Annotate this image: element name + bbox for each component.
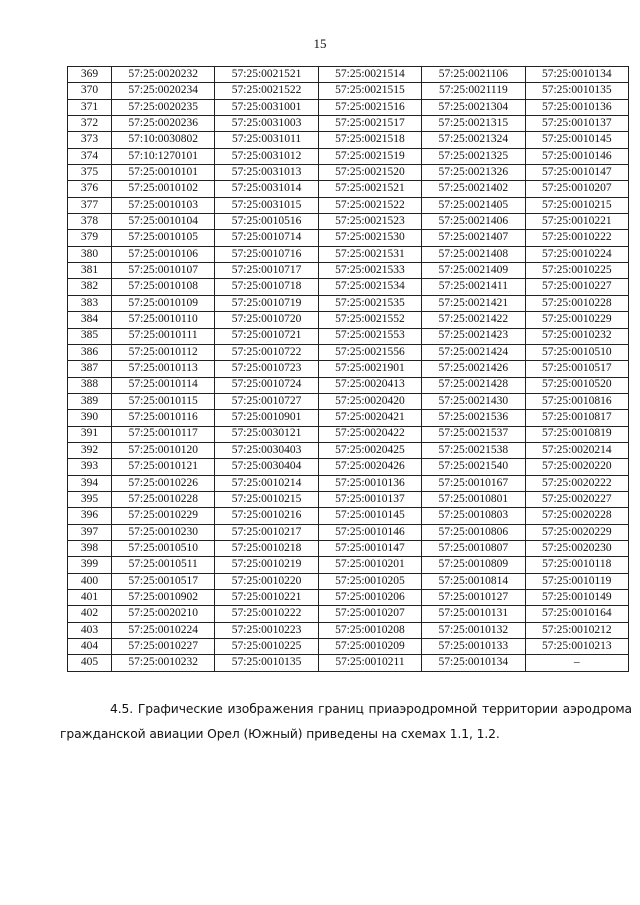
cadastral-number-cell: 57:25:0031001 [215, 99, 318, 115]
cadastral-number-cell: 57:25:0010226 [112, 475, 215, 491]
row-number-cell: 394 [68, 475, 112, 491]
cadastral-number-cell: 57:25:0010224 [525, 246, 628, 262]
cadastral-number-cell: 57:25:0010229 [525, 312, 628, 328]
row-number-cell: 393 [68, 459, 112, 475]
cadastral-number-cell: 57:25:0010717 [215, 263, 318, 279]
cadastral-number-cell: 57:25:0031003 [215, 116, 318, 132]
table-row [68, 590, 629, 606]
table-row [68, 475, 629, 491]
table-row [68, 655, 629, 671]
cadastral-number-cell: 57:25:0010227 [112, 639, 215, 655]
table-row [68, 393, 629, 409]
cadastral-number-cell: 57:25:0010134 [525, 67, 628, 83]
row-number-cell: 375 [68, 165, 112, 181]
cadastral-number-cell: 57:25:0021535 [318, 295, 421, 311]
table-row [68, 508, 629, 524]
cadastral-number-cell: 57:25:0031011 [215, 132, 318, 148]
table-row [68, 622, 629, 638]
cadastral-number-cell: 57:25:0021901 [318, 361, 421, 377]
cadastral-number-cell: 57:25:0021422 [422, 312, 525, 328]
cadastral-number-cell: 57:25:0021537 [422, 426, 525, 442]
cadastral-number-cell: 57:25:0010219 [215, 557, 318, 573]
cadastral-number-cell: 57:25:0010215 [525, 197, 628, 213]
row-number-cell: 379 [68, 230, 112, 246]
cadastral-number-cell: 57:25:0010224 [112, 622, 215, 638]
cadastral-number-cell: 57:25:0010137 [525, 116, 628, 132]
cadastral-number-cell: 57:25:0020222 [525, 475, 628, 491]
cadastral-number-cell: 57:25:0010819 [525, 426, 628, 442]
cadastral-number-cell: 57:25:0010109 [112, 295, 215, 311]
cadastral-number-cell: 57:25:0010214 [215, 475, 318, 491]
cadastral-number-cell: 57:25:0021421 [422, 295, 525, 311]
cadastral-number-cell: 57:25:0010119 [525, 573, 628, 589]
row-number-cell: 376 [68, 181, 112, 197]
cadastral-number-cell: 57:25:0021531 [318, 246, 421, 262]
cadastral-number-cell: 57:25:0030403 [215, 442, 318, 458]
row-number-cell: 390 [68, 410, 112, 426]
cadastral-number-cell: 57:25:0010727 [215, 393, 318, 409]
cadastral-number-cell: 57:25:0010211 [318, 655, 421, 671]
cadastral-number-cell: 57:25:0021530 [318, 230, 421, 246]
table-row [68, 639, 629, 655]
cadastral-number-cell: 57:25:0010102 [112, 181, 215, 197]
cadastral-number-cell: 57:25:0021324 [422, 132, 525, 148]
cadastral-number-cell: 57:25:0010901 [215, 410, 318, 426]
cadastral-number-cell: 57:25:0010510 [112, 540, 215, 556]
table-row [68, 230, 629, 246]
cadastral-number-cell: 57:25:0010221 [525, 214, 628, 230]
table-row [68, 312, 629, 328]
cadastral-number-cell: 57:25:0010517 [112, 573, 215, 589]
cadastral-number-cell: 57:25:0010107 [112, 263, 215, 279]
cadastral-number-cell: 57:25:0010216 [215, 508, 318, 524]
cadastral-number-cell: 57:25:0010133 [422, 639, 525, 655]
cadastral-number-cell: 57:25:0010806 [422, 524, 525, 540]
row-number-cell: 401 [68, 590, 112, 606]
row-number-cell: 396 [68, 508, 112, 524]
cadastral-number-cell: 57:25:0010114 [112, 377, 215, 393]
cadastral-number-cell: 57:25:0021522 [318, 197, 421, 213]
cadastral-number-cell: 57:25:0010217 [215, 524, 318, 540]
cadastral-number-cell: 57:25:0010146 [318, 524, 421, 540]
row-number-cell: 369 [68, 67, 112, 83]
cadastral-number-cell: 57:25:0031012 [215, 148, 318, 164]
cadastral-number-cell: 57:25:0010215 [215, 491, 318, 507]
cadastral-number-cell: – [525, 655, 628, 671]
cadastral-number-cell: 57:10:1270101 [112, 148, 215, 164]
cadastral-number-cell: 57:25:0030404 [215, 459, 318, 475]
cadastral-number-cell: 57:25:0021402 [422, 181, 525, 197]
cadastral-number-cell: 57:25:0010902 [112, 590, 215, 606]
table-row [68, 99, 629, 115]
cadastral-number-cell: 57:25:0020235 [112, 99, 215, 115]
cadastral-number-cell: 57:25:0010225 [525, 263, 628, 279]
cadastral-number-cell: 57:25:0010723 [215, 361, 318, 377]
cadastral-number-cell: 57:25:0010719 [215, 295, 318, 311]
table-row [68, 361, 629, 377]
cadastral-number-cell: 57:25:0010222 [215, 606, 318, 622]
cadastral-number-cell: 57:25:0021119 [422, 83, 525, 99]
table-row [68, 83, 629, 99]
cadastral-number-cell: 57:25:0010232 [525, 328, 628, 344]
paragraph-text: 4.5. Графические изображения границ приаэродромной территории аэродрома гражданской авиации Орел (Южный) приведены на схемах 1.1, 1.2. [60, 702, 632, 742]
cadastral-number-cell: 57:25:0010229 [112, 508, 215, 524]
cadastral-number-cell: 57:25:0010115 [112, 393, 215, 409]
cadastral-number-cell: 57:25:0010164 [525, 606, 628, 622]
cadastral-number-cell: 57:25:0010104 [112, 214, 215, 230]
table-row [68, 557, 629, 573]
table-row [68, 491, 629, 507]
cadastral-number-cell: 57:25:0010136 [525, 99, 628, 115]
cadastral-number-cell: 57:25:0010132 [422, 622, 525, 638]
cadastral-number-cell: 57:25:0010101 [112, 165, 215, 181]
cadastral-number-cell: 57:10:0030802 [112, 132, 215, 148]
cadastral-number-cell: 57:25:0010113 [112, 361, 215, 377]
cadastral-number-cell: 57:25:0010121 [112, 459, 215, 475]
table-row [68, 116, 629, 132]
cadastral-number-cell: 57:25:0021315 [422, 116, 525, 132]
row-number-cell: 395 [68, 491, 112, 507]
row-number-cell: 385 [68, 328, 112, 344]
cadastral-number-cell: 57:25:0010116 [112, 410, 215, 426]
cadastral-number-cell: 57:25:0020214 [525, 442, 628, 458]
cadastral-number-cell: 57:25:0010803 [422, 508, 525, 524]
row-number-cell: 373 [68, 132, 112, 148]
cadastral-number-cell: 57:25:0021519 [318, 148, 421, 164]
table-row [68, 67, 629, 83]
table-row [68, 442, 629, 458]
cadastral-numbers-table [67, 66, 629, 672]
cadastral-number-cell: 57:25:0021426 [422, 361, 525, 377]
cadastral-number-cell: 57:25:0021536 [422, 410, 525, 426]
cadastral-number-cell: 57:25:0010106 [112, 246, 215, 262]
cadastral-number-cell: 57:25:0010205 [318, 573, 421, 589]
cadastral-number-cell: 57:25:0020227 [525, 491, 628, 507]
cadastral-number-cell: 57:25:0010112 [112, 344, 215, 360]
cadastral-number-cell: 57:25:0021520 [318, 165, 421, 181]
cadastral-number-cell: 57:25:0021430 [422, 393, 525, 409]
row-number-cell: 372 [68, 116, 112, 132]
cadastral-number-cell: 57:25:0021514 [318, 67, 421, 83]
cadastral-number-cell: 57:25:0010222 [525, 230, 628, 246]
cadastral-number-cell: 57:25:0010809 [422, 557, 525, 573]
row-number-cell: 402 [68, 606, 112, 622]
cadastral-number-cell: 57:25:0010801 [422, 491, 525, 507]
cadastral-number-cell: 57:25:0010135 [215, 655, 318, 671]
table-row [68, 295, 629, 311]
cadastral-number-cell: 57:25:0010118 [525, 557, 628, 573]
cadastral-number-cell: 57:25:0021517 [318, 116, 421, 132]
cadastral-number-cell: 57:25:0010145 [318, 508, 421, 524]
cadastral-number-cell: 57:25:0010207 [318, 606, 421, 622]
cadastral-number-cell: 57:25:0021534 [318, 279, 421, 295]
cadastral-number-cell: 57:25:0010105 [112, 230, 215, 246]
row-number-cell: 374 [68, 148, 112, 164]
cadastral-number-cell: 57:25:0031014 [215, 181, 318, 197]
cadastral-number-cell: 57:25:0021553 [318, 328, 421, 344]
cadastral-number-cell: 57:25:0010209 [318, 639, 421, 655]
cadastral-number-cell: 57:25:0020426 [318, 459, 421, 475]
cadastral-number-cell: 57:25:0010213 [525, 639, 628, 655]
cadastral-number-cell: 57:25:0010149 [525, 590, 628, 606]
cadastral-number-cell: 57:25:0010120 [112, 442, 215, 458]
cadastral-number-cell: 57:25:0021405 [422, 197, 525, 213]
table-row [68, 181, 629, 197]
row-number-cell: 383 [68, 295, 112, 311]
row-number-cell: 391 [68, 426, 112, 442]
row-number-cell: 382 [68, 279, 112, 295]
table-row [68, 148, 629, 164]
row-number-cell: 377 [68, 197, 112, 213]
cadastral-number-cell: 57:25:0010110 [112, 312, 215, 328]
row-number-cell: 405 [68, 655, 112, 671]
row-number-cell: 387 [68, 361, 112, 377]
row-number-cell: 397 [68, 524, 112, 540]
cadastral-number-cell: 57:25:0021406 [422, 214, 525, 230]
row-number-cell: 384 [68, 312, 112, 328]
cadastral-number-cell: 57:25:0010817 [525, 410, 628, 426]
table-row [68, 165, 629, 181]
cadastral-number-cell: 57:25:0021556 [318, 344, 421, 360]
table-row [68, 459, 629, 475]
cadastral-number-cell: 57:25:0020420 [318, 393, 421, 409]
table-row [68, 524, 629, 540]
table-row [68, 132, 629, 148]
cadastral-number-cell: 57:25:0010223 [215, 622, 318, 638]
cadastral-number-cell: 57:25:0021521 [215, 67, 318, 83]
cadastral-number-cell: 57:25:0031015 [215, 197, 318, 213]
table-row [68, 263, 629, 279]
cadastral-number-cell: 57:25:0010228 [112, 491, 215, 507]
cadastral-number-cell: 57:25:0010227 [525, 279, 628, 295]
cadastral-number-cell: 57:25:0010517 [525, 361, 628, 377]
cadastral-number-cell: 57:25:0010221 [215, 590, 318, 606]
cadastral-number-cell: 57:25:0021304 [422, 99, 525, 115]
row-number-cell: 404 [68, 639, 112, 655]
cadastral-number-cell: 57:25:0010511 [112, 557, 215, 573]
cadastral-number-cell: 57:25:0021552 [318, 312, 421, 328]
cadastral-number-cell: 57:25:0010814 [422, 573, 525, 589]
cadastral-number-cell: 57:25:0010718 [215, 279, 318, 295]
table-row [68, 606, 629, 622]
cadastral-number-cell: 57:25:0010225 [215, 639, 318, 655]
cadastral-number-cell: 57:25:0021409 [422, 263, 525, 279]
table-row [68, 540, 629, 556]
cadastral-number-cell: 57:25:0010208 [318, 622, 421, 638]
cadastral-number-cell: 57:25:0010212 [525, 622, 628, 638]
table-row [68, 214, 629, 230]
cadastral-number-cell: 57:25:0010724 [215, 377, 318, 393]
cadastral-number-cell: 57:25:0010127 [422, 590, 525, 606]
table-row [68, 246, 629, 262]
cadastral-number-cell: 57:25:0010520 [525, 377, 628, 393]
cadastral-number-cell: 57:25:0010516 [215, 214, 318, 230]
cadastral-number-cell: 57:25:0020413 [318, 377, 421, 393]
cadastral-number-cell: 57:25:0010135 [525, 83, 628, 99]
cadastral-number-cell: 57:25:0030121 [215, 426, 318, 442]
row-number-cell: 392 [68, 442, 112, 458]
cadastral-number-cell: 57:25:0010137 [318, 491, 421, 507]
cadastral-number-cell: 57:25:0010108 [112, 279, 215, 295]
section-paragraph [60, 697, 632, 747]
cadastral-number-cell: 57:25:0010117 [112, 426, 215, 442]
cadastral-number-cell: 57:25:0021408 [422, 246, 525, 262]
page-number: 15 [313, 36, 327, 51]
cadastral-number-cell: 57:25:0021424 [422, 344, 525, 360]
cadastral-number-cell: 57:25:0021522 [215, 83, 318, 99]
cadastral-number-cell: 57:25:0010147 [318, 540, 421, 556]
row-number-cell: 388 [68, 377, 112, 393]
cadastral-number-cell: 57:25:0010201 [318, 557, 421, 573]
cadastral-number-cell: 57:25:0010147 [525, 165, 628, 181]
cadastral-number-cell: 57:25:0010807 [422, 540, 525, 556]
cadastral-number-cell: 57:25:0020228 [525, 508, 628, 524]
cadastral-number-cell: 57:25:0010220 [215, 573, 318, 589]
table-row [68, 573, 629, 589]
cadastral-number-cell: 57:25:0010232 [112, 655, 215, 671]
cadastral-number-cell: 57:25:0010167 [422, 475, 525, 491]
cadastral-number-cell: 57:25:0021411 [422, 279, 525, 295]
cadastral-number-cell: 57:25:0021428 [422, 377, 525, 393]
table-row [68, 279, 629, 295]
cadastral-number-cell: 57:25:0021538 [422, 442, 525, 458]
cadastral-number-cell: 57:25:0010716 [215, 246, 318, 262]
cadastral-number-cell: 57:25:0020422 [318, 426, 421, 442]
cadastral-number-cell: 57:25:0021523 [318, 214, 421, 230]
table-body [68, 67, 629, 672]
row-number-cell: 378 [68, 214, 112, 230]
row-number-cell: 389 [68, 393, 112, 409]
row-number-cell: 398 [68, 540, 112, 556]
table-row [68, 377, 629, 393]
cadastral-number-cell: 57:25:0021533 [318, 263, 421, 279]
cadastral-number-cell: 57:25:0010721 [215, 328, 318, 344]
cadastral-number-cell: 57:25:0020230 [525, 540, 628, 556]
cadastral-number-cell: 57:25:0010206 [318, 590, 421, 606]
cadastral-number-cell: 57:25:0010136 [318, 475, 421, 491]
cadastral-number-cell: 57:25:0020229 [525, 524, 628, 540]
cadastral-number-cell: 57:25:0010230 [112, 524, 215, 540]
cadastral-number-cell: 57:25:0020210 [112, 606, 215, 622]
cadastral-number-cell: 57:25:0020220 [525, 459, 628, 475]
row-number-cell: 371 [68, 99, 112, 115]
table-row [68, 426, 629, 442]
cadastral-number-cell: 57:25:0010207 [525, 181, 628, 197]
cadastral-number-cell: 57:25:0020236 [112, 116, 215, 132]
cadastral-number-cell: 57:25:0010218 [215, 540, 318, 556]
table-row [68, 410, 629, 426]
cadastral-number-cell: 57:25:0010111 [112, 328, 215, 344]
cadastral-number-cell: 57:25:0021515 [318, 83, 421, 99]
cadastral-number-cell: 57:25:0010145 [525, 132, 628, 148]
row-number-cell: 381 [68, 263, 112, 279]
cadastral-number-cell: 57:25:0020232 [112, 67, 215, 83]
cadastral-number-cell: 57:25:0010146 [525, 148, 628, 164]
table-row [68, 197, 629, 213]
cadastral-number-cell: 57:25:0021516 [318, 99, 421, 115]
cadastral-number-cell: 57:25:0021518 [318, 132, 421, 148]
cadastral-number-cell: 57:25:0020234 [112, 83, 215, 99]
cadastral-number-cell: 57:25:0010714 [215, 230, 318, 246]
row-number-cell: 380 [68, 246, 112, 262]
cadastral-number-cell: 57:25:0010228 [525, 295, 628, 311]
row-number-cell: 370 [68, 83, 112, 99]
cadastral-number-cell: 57:25:0021106 [422, 67, 525, 83]
row-number-cell: 403 [68, 622, 112, 638]
cadastral-number-cell: 57:25:0021423 [422, 328, 525, 344]
cadastral-number-cell: 57:25:0010134 [422, 655, 525, 671]
cadastral-number-cell: 57:25:0021521 [318, 181, 421, 197]
row-number-cell: 400 [68, 573, 112, 589]
cadastral-number-cell: 57:25:0020425 [318, 442, 421, 458]
cadastral-number-cell: 57:25:0021407 [422, 230, 525, 246]
cadastral-number-cell: 57:25:0031013 [215, 165, 318, 181]
cadastral-number-cell: 57:25:0021325 [422, 148, 525, 164]
row-number-cell: 399 [68, 557, 112, 573]
table-row [68, 328, 629, 344]
cadastral-number-cell: 57:25:0020421 [318, 410, 421, 426]
cadastral-number-cell: 57:25:0010510 [525, 344, 628, 360]
cadastral-number-cell: 57:25:0010722 [215, 344, 318, 360]
cadastral-number-cell: 57:25:0010720 [215, 312, 318, 328]
cadastral-number-cell: 57:25:0010816 [525, 393, 628, 409]
cadastral-number-cell: 57:25:0010103 [112, 197, 215, 213]
cadastral-number-cell: 57:25:0010131 [422, 606, 525, 622]
cadastral-number-cell: 57:25:0021540 [422, 459, 525, 475]
cadastral-number-cell: 57:25:0021326 [422, 165, 525, 181]
table-row [68, 344, 629, 360]
row-number-cell: 386 [68, 344, 112, 360]
